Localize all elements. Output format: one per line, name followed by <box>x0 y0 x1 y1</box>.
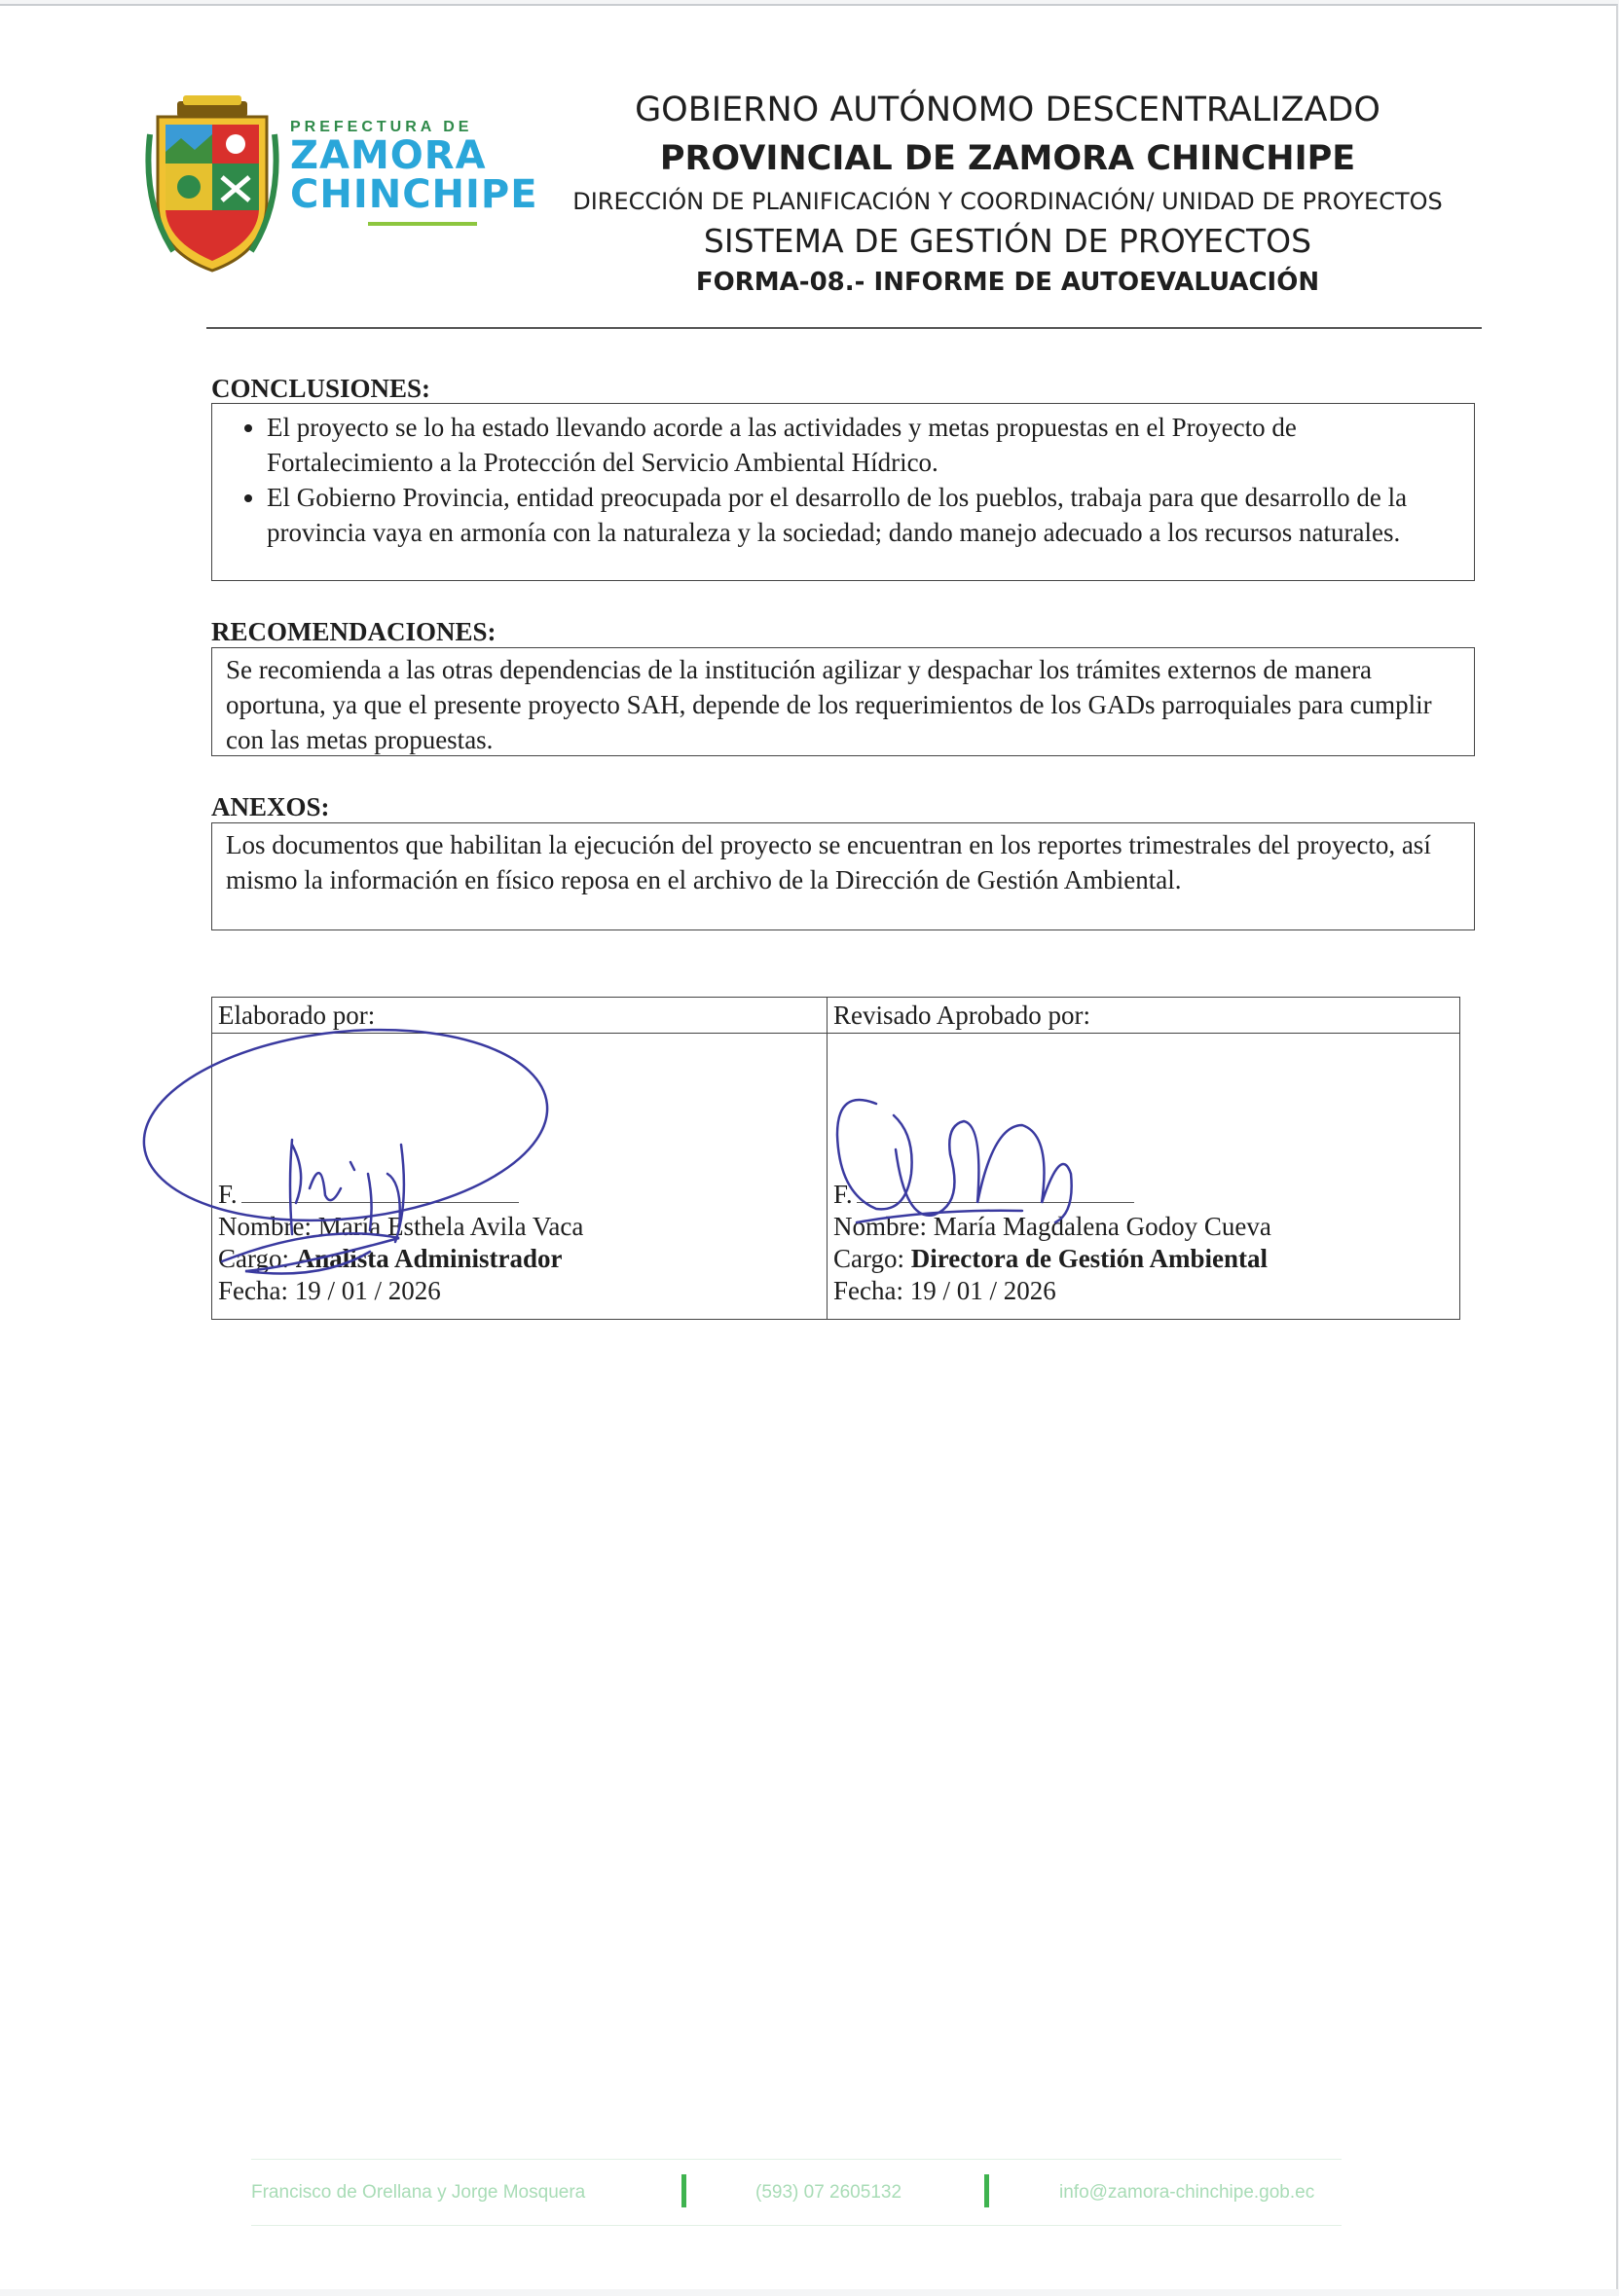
footer-email: info@zamora-chinchipe.gob.ec <box>1059 2182 1315 2203</box>
anexos-text: Los documentos que habilitan la ejecución del proyecto se encuentran en los reportes trimestrales del proyecto, así mismo la información en físico reposa en el archivo de la Dirección de Gestión Ambiental. <box>226 830 1431 894</box>
recomendaciones-box <box>211 647 1475 756</box>
logo-underline <box>368 222 477 226</box>
signature-table <box>211 997 1460 1320</box>
recomendaciones-text: Se recomienda a las otras dependencias de la institución agilizar y despachar los trámites externos de manera oportuna, ya que el presente proyecto SAH, depende de los requerimientos de los GADs parroquiales para cumplir con las metas propuestas. <box>226 655 1432 754</box>
conclusion-item: • El Gobierno Provincia, entidad preocupada por el desarrollo de los pueblos, trabaja para que desarrollo de la provincia vaya en armonía con la naturaleza y la sociedad; dando manejo adecuado a los recursos naturales. <box>267 480 1460 550</box>
signature-f-label: F. <box>218 1180 238 1209</box>
footer-separator <box>984 2174 989 2207</box>
elaborado-header: Elaborado por: <box>212 998 827 1034</box>
logo-prefix: PREFECTURA DE <box>290 119 473 135</box>
aprobado-header: Revisado Aprobado por: <box>828 998 1459 1034</box>
footer-phone: (593) 07 2605132 <box>755 2182 902 2203</box>
signature-cell-aprobado <box>828 998 1459 1319</box>
page-footer <box>251 2159 1351 2227</box>
document-header <box>545 86 1470 302</box>
nombre-label: Nombre: <box>833 1212 927 1241</box>
signature-cell-elaborado <box>212 998 828 1319</box>
header-line4: SISTEMA DE GESTIÓN DE PROYECTOS <box>703 222 1312 260</box>
header-divider <box>206 327 1482 329</box>
elaborado-nombre: María Esthela Avila Vaca <box>317 1212 584 1241</box>
form-title: FORMA-08.- INFORME DE AUTOEVALUACIÓN <box>695 268 1320 297</box>
nombre-label: Nombre: <box>218 1212 312 1241</box>
signature-f-label: F. <box>833 1180 853 1209</box>
footer-separator <box>681 2174 686 2207</box>
signature-line <box>241 1183 519 1203</box>
anexos-box <box>211 822 1475 930</box>
conclusion-item: • El proyecto se lo ha estado llevando acorde a las actividades y metas propuestas en el Proyecto de Fortalecimiento a la Protección del Servicio Ambiental Hídrico. <box>267 410 1460 480</box>
prefectura-logo <box>144 95 538 280</box>
cargo-label: Cargo: <box>218 1244 289 1273</box>
conclusiones-box <box>211 403 1475 581</box>
footer-top-rule <box>251 2159 1342 2160</box>
header-line2: PROVINCIAL DE ZAMORA CHINCHIPE <box>659 139 1356 178</box>
coat-of-arms-icon <box>144 95 280 275</box>
header-line3: DIRECCIÓN DE PLANIFICACIÓN Y COORDINACIÓN/ UNIDAD DE PROYECTOS <box>572 188 1443 215</box>
aprobado-cargo: Directora de Gestión Ambiental <box>910 1244 1268 1273</box>
signature-line <box>857 1183 1134 1203</box>
header-line1: GOBIERNO AUTÓNOMO DESCENTRALIZADO <box>635 91 1380 129</box>
footer-bottom-rule <box>251 2225 1342 2226</box>
logo-line2: CHINCHIPE <box>290 172 538 217</box>
footer-address: Francisco de Orellana y Jorge Mosquera <box>251 2182 586 2203</box>
conclusiones-title: CONCLUSIONES: <box>211 374 431 403</box>
aprobado-fecha: 19 / 01 / 2026 <box>909 1276 1056 1305</box>
aprobado-nombre: María Magdalena Godoy Cueva <box>933 1212 1271 1241</box>
cargo-label: Cargo: <box>833 1244 904 1273</box>
elaborado-fecha: 19 / 01 / 2026 <box>294 1276 441 1305</box>
document-page <box>0 4 1618 2289</box>
recomendaciones-title: RECOMENDACIONES: <box>211 617 497 646</box>
logo-line1: ZAMORA <box>290 133 487 178</box>
fecha-label: Fecha: <box>218 1276 288 1305</box>
fecha-label: Fecha: <box>833 1276 903 1305</box>
elaborado-cargo: Analista Administrador <box>295 1244 563 1273</box>
anexos-title: ANEXOS: <box>211 792 330 821</box>
